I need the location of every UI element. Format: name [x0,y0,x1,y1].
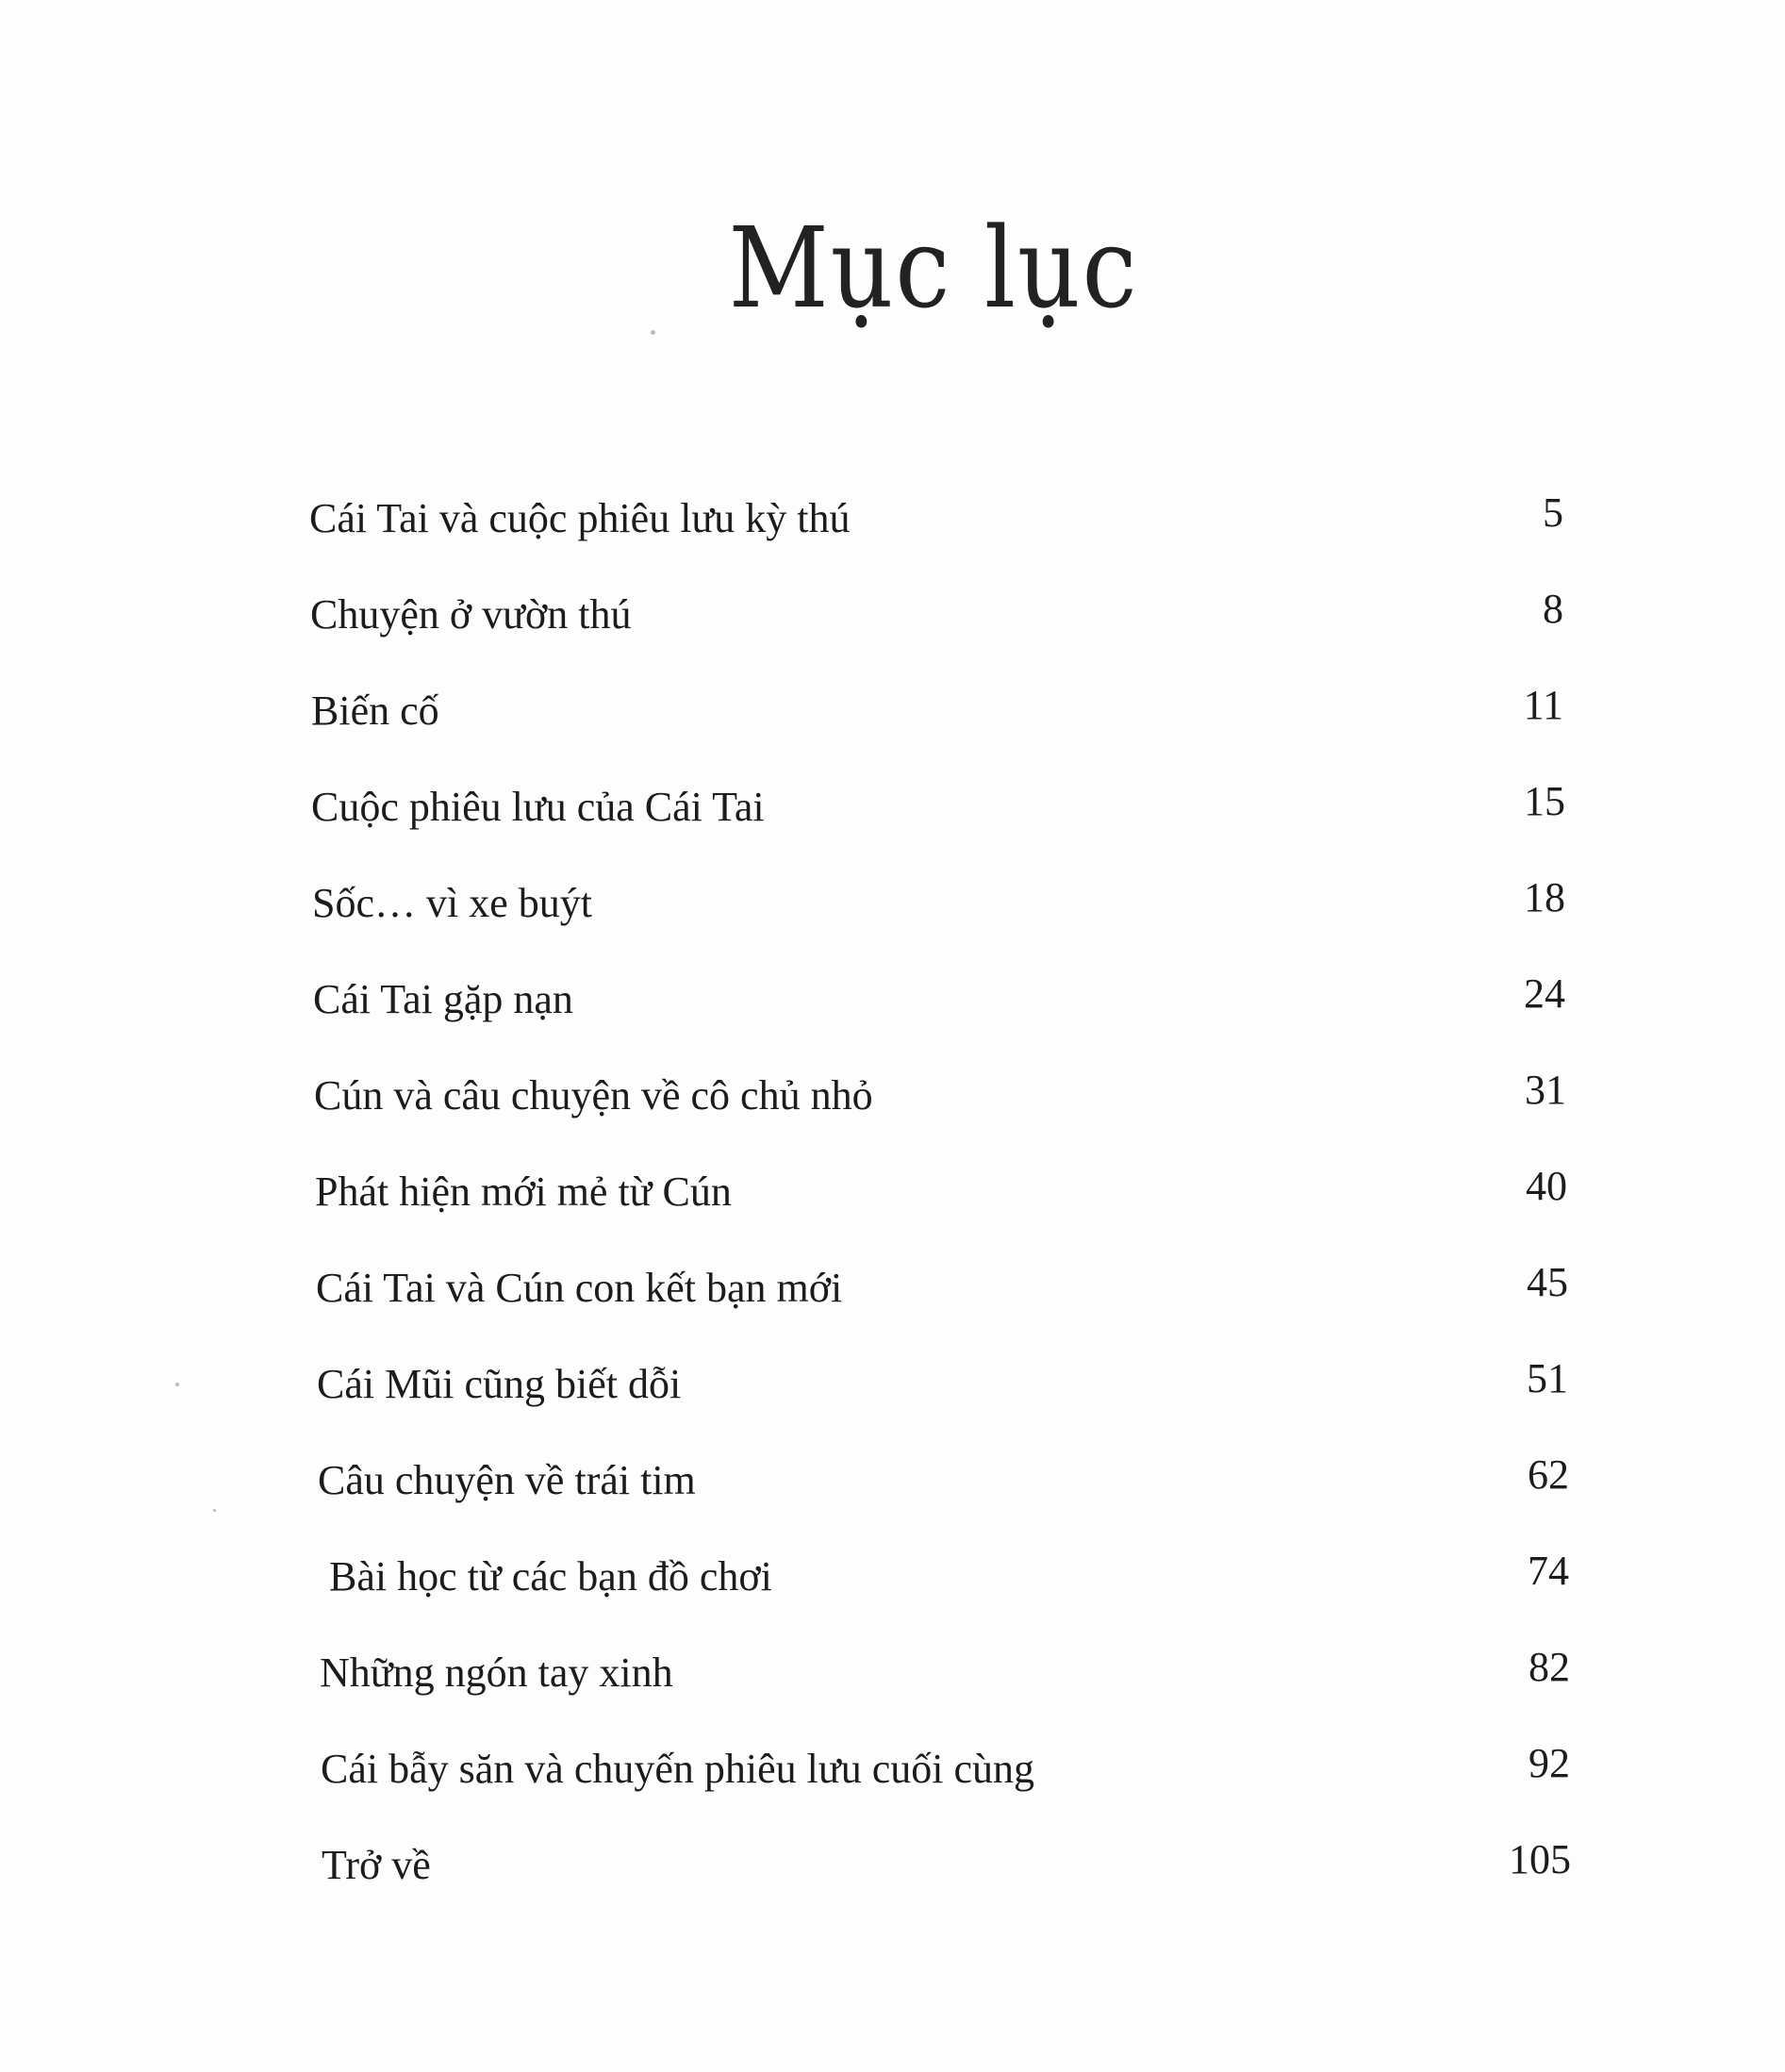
toc-entry-title: Những ngón tay xinh [320,1649,673,1696]
toc-entry-title: Bài học từ các bạn đồ chơi [319,1553,772,1600]
toc-entry-title: Câu chuyện về trái tim [318,1457,696,1503]
toc-entry-page: 40 [1526,1163,1567,1209]
toc-entry-page: 82 [1529,1644,1570,1690]
toc-entry-title: Cún và câu chuyện về cô chủ nhỏ [314,1072,873,1119]
toc-entry-title: Cái Tai và Cún con kết bạn mới [316,1265,843,1311]
toc-entry-title: Cái bẫy săn và chuyến phiêu lưu cuối cùng [321,1746,1034,1792]
toc-entry-title: Biến cố [311,688,439,734]
toc-entry-page: 11 [1523,682,1563,728]
toc-entry-page: 8 [1543,586,1563,632]
toc-entry [0,1539,1785,1635]
toc-entry [0,1443,1785,1539]
toc-entry [0,673,1785,770]
toc-entry [0,1347,1785,1443]
toc-entry [0,1635,1785,1732]
toc-entry-page: 105 [1509,1836,1571,1882]
toc-entry [0,1828,1785,1924]
toc-entry-page: 74 [1528,1548,1569,1594]
toc-entry-page: 51 [1527,1355,1568,1401]
toc-entry [0,481,1785,577]
toc-entry-page: 5 [1543,489,1563,536]
toc-entry [0,1732,1785,1828]
toc-entry [0,866,1785,962]
toc-entry-title: Cái Tai gặp nạn [313,976,573,1022]
toc-entry-page: 24 [1524,970,1565,1017]
toc-entry [0,962,1785,1058]
toc-entry [0,1251,1785,1347]
toc-entry [0,1154,1785,1251]
toc-entry [0,1058,1785,1154]
toc-entry [0,770,1785,866]
table-of-contents [0,481,1785,1924]
toc-entry [0,577,1785,673]
toc-entry-title: Cuộc phiêu lưu của Cái Tai [311,784,765,830]
toc-entry-title: Cái Mũi cũng biết dỗi [317,1361,682,1407]
toc-heading: Mục lục [728,203,1139,333]
toc-entry-title: Trở về [322,1842,431,1888]
toc-entry-title: Sốc… vì xe buýt [312,880,592,926]
toc-entry-title: Chuyện ở vườn thú [310,591,632,638]
toc-entry-page: 92 [1529,1740,1570,1786]
toc-entry-page: 18 [1524,874,1565,920]
toc-entry-page: 62 [1528,1451,1569,1498]
toc-entry-page: 45 [1527,1259,1568,1305]
toc-entry-title: Cái Tai và cuộc phiêu lưu kỳ thú [309,495,851,541]
toc-entry-page: 15 [1524,778,1565,824]
toc-entry-page: 31 [1525,1067,1566,1113]
toc-entry-title: Phát hiện mới mẻ từ Cún [315,1169,732,1215]
